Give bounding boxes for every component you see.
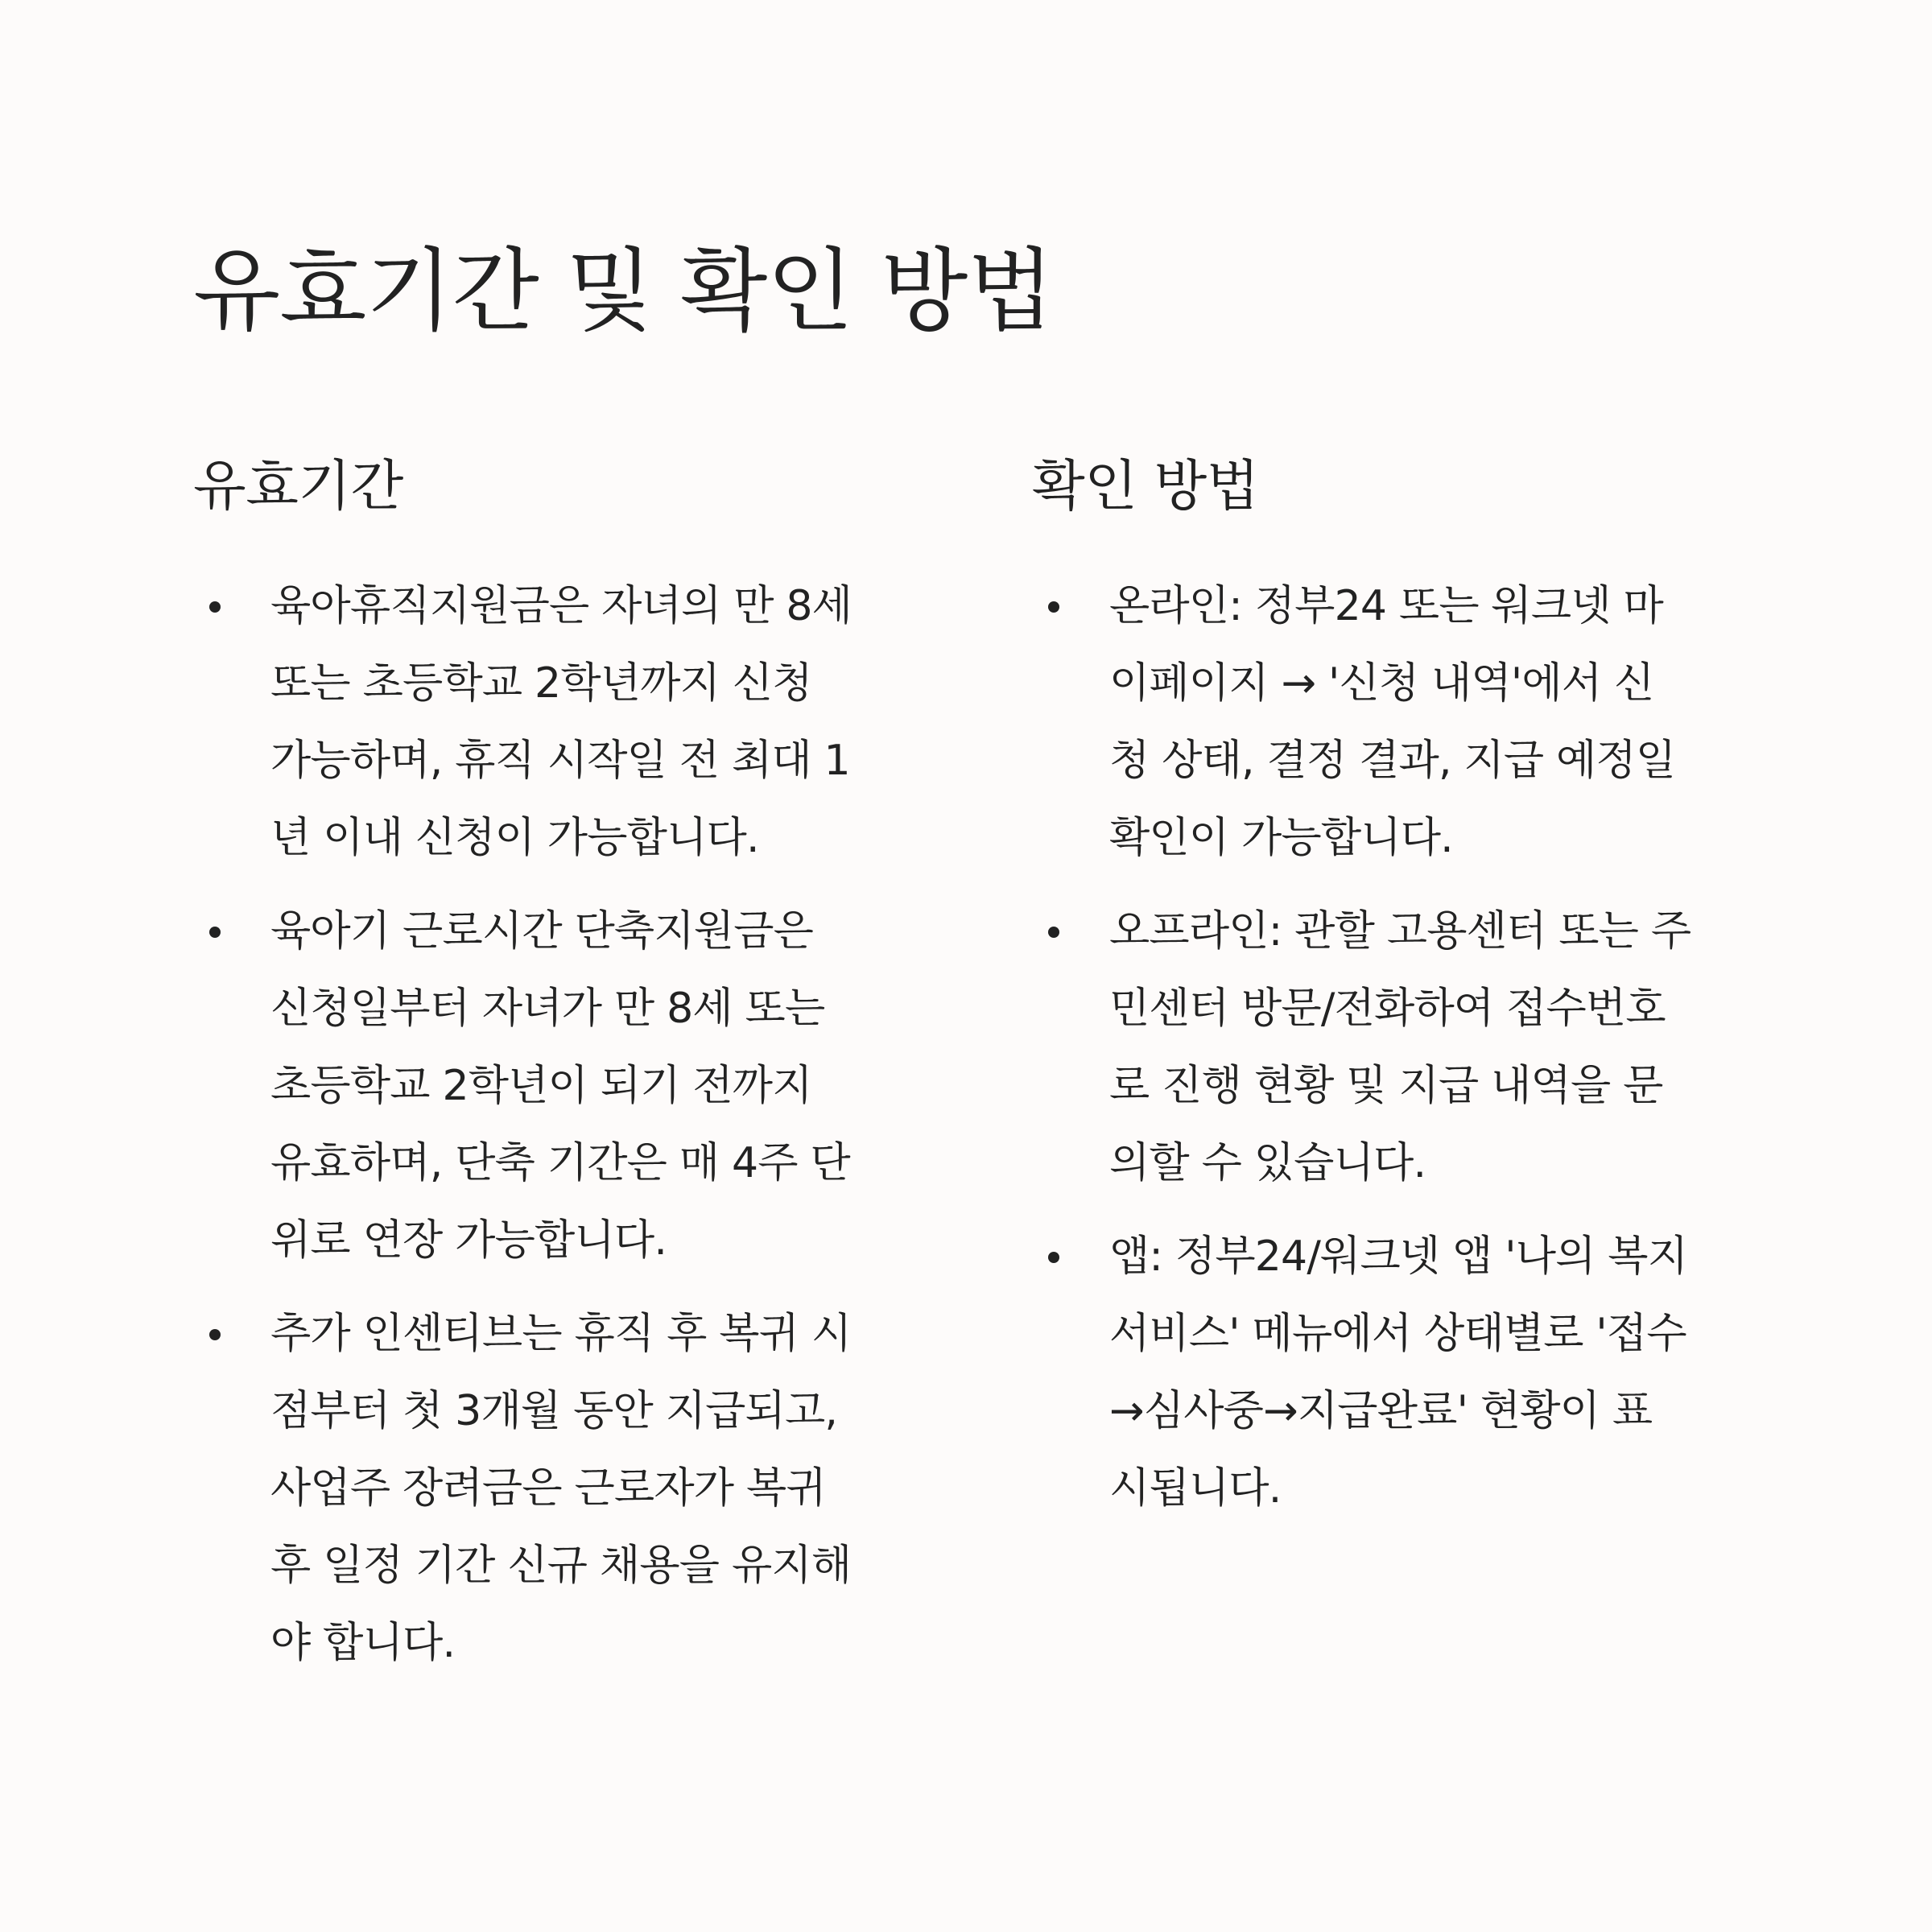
list-item-text: 오프라인: 관할 고용센터 또는 주 xyxy=(1109,907,1691,956)
validity-list xyxy=(193,568,852,1698)
check-list xyxy=(1032,568,1690,1543)
list-item-text: 서비스' 메뉴에서 상태별로 '접수 xyxy=(1109,1310,1686,1358)
list-item-text: 가능하며, 휴직 시작일 전 최대 1 xyxy=(270,737,850,785)
list-item xyxy=(193,893,852,1279)
list-item-text: →심사중→지급완료' 현황이 표 xyxy=(1109,1387,1653,1435)
list-item-text: 앱: 정부24/워크넷 앱 '나의 복지 xyxy=(1109,1232,1688,1281)
list-item xyxy=(1032,1218,1690,1527)
list-item-text: 추가 인센티브는 휴직 후 복귀 시 xyxy=(270,1310,852,1358)
list-item-text: 위로 연장 가능합니다. xyxy=(270,1216,667,1265)
list-item-text: 온라인: 정부24 또는 워크넷 마 xyxy=(1109,582,1663,630)
list-item xyxy=(1032,568,1690,877)
list-item-text: 년 이내 신청이 가능합니다. xyxy=(270,814,759,862)
list-item-text: 신청일부터 자녀가 만 8세 또는 xyxy=(270,985,825,1033)
list-item-text: 청 상태, 결정 결과, 지급 예정일 xyxy=(1109,737,1676,785)
list-item-text: 의할 수 있습니다. xyxy=(1109,1139,1426,1187)
validity-heading: 유효기간 xyxy=(193,455,403,518)
bullet-icon xyxy=(209,1329,221,1340)
list-item-text: 유효하며, 단축 기간은 매 4주 단 xyxy=(270,1139,850,1187)
list-item-text: 후 일정 기간 신규 채용을 유지해 xyxy=(270,1542,852,1590)
list-item xyxy=(1032,893,1690,1202)
list-item-text: 로 진행 현황 및 지급 내역을 문 xyxy=(1109,1062,1663,1110)
validity-section xyxy=(193,447,918,1667)
bullet-icon xyxy=(1048,1252,1059,1263)
check-section xyxy=(1032,447,1757,1513)
list-item xyxy=(193,568,852,877)
list-item-text: 확인이 가능합니다. xyxy=(1109,814,1453,862)
list-item xyxy=(193,1295,852,1682)
bullet-icon xyxy=(209,601,221,613)
list-item-text: 육아휴직지원금은 자녀의 만 8세 xyxy=(270,582,852,630)
list-item-text: 점부터 첫 3개월 동안 지급되고, xyxy=(270,1387,838,1435)
list-item-text: 민센터 방문/전화하여 접수번호 xyxy=(1109,985,1666,1033)
list-item-text: 또는 초등학교 2학년까지 신청 xyxy=(270,659,812,708)
list-item-text: 육아기 근로시간 단축지원금은 xyxy=(270,907,814,956)
bullet-icon xyxy=(1048,601,1059,613)
check-heading: 확인 방법 xyxy=(1032,455,1259,518)
bullet-icon xyxy=(1048,927,1059,938)
list-item-text: 야 합니다. xyxy=(270,1619,456,1667)
page-title: 유효기간 및 확인 방법 xyxy=(193,239,1054,344)
list-item-text: 초등학교 2학년이 되기 전까지 xyxy=(270,1062,812,1110)
list-item-text: 이페이지 → '신청 내역'에서 신 xyxy=(1109,659,1654,708)
list-item-text: 시됩니다. xyxy=(1109,1464,1282,1513)
bullet-icon xyxy=(209,927,221,938)
list-item-text: 사업주 장려금은 근로자가 복귀 xyxy=(270,1464,826,1513)
